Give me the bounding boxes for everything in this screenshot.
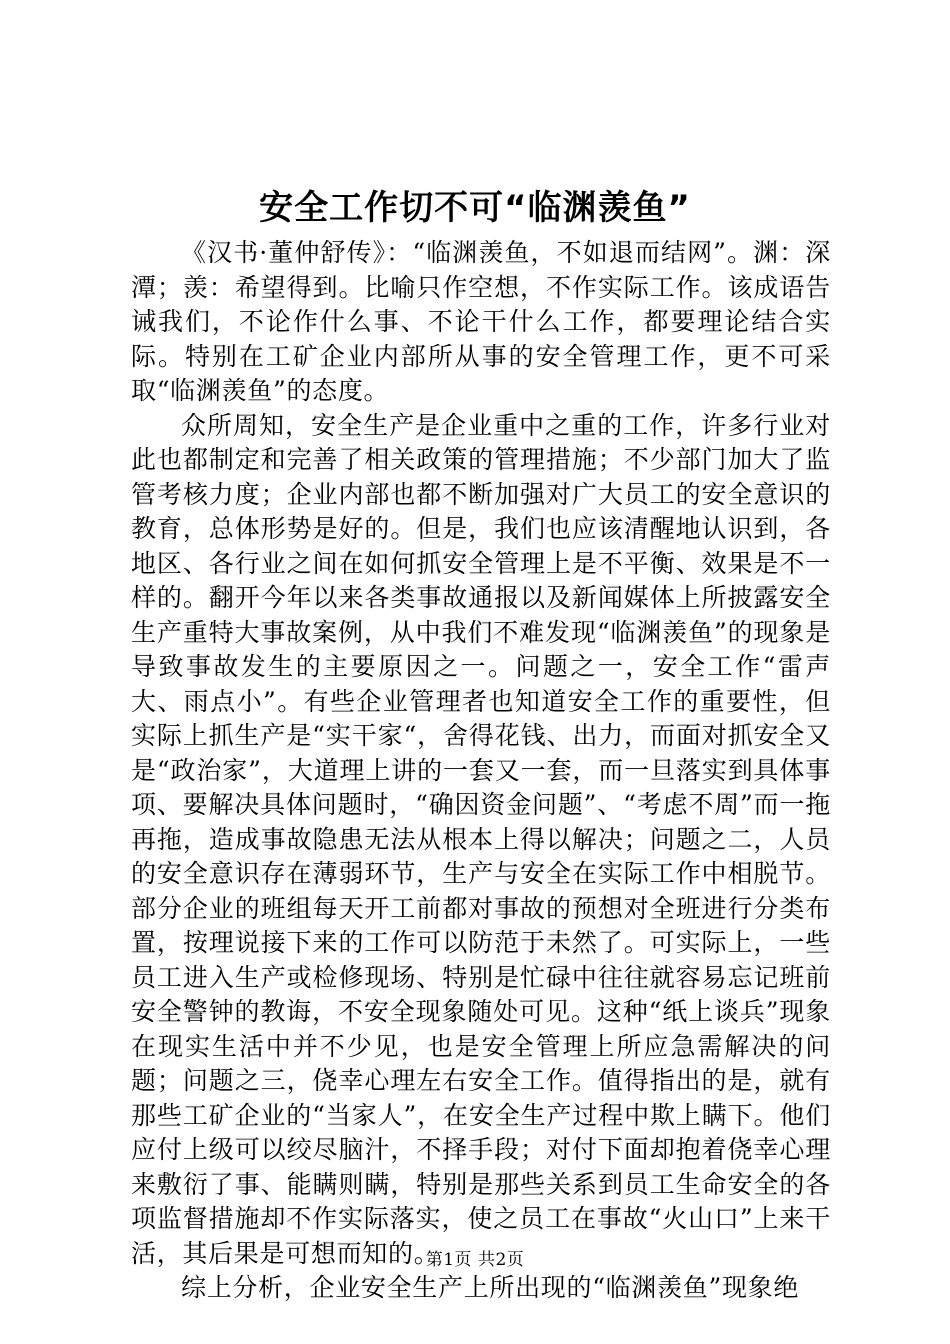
page-number-footer: 第1页 共2页 <box>425 1250 525 1270</box>
paragraph-1: 《汉书·董仲舒传》：“临渊羡鱼，不如退而结网”。渊：深潭；羡：希望得到。比喻只作空想，不作实际工作。该成语告诫我们，不论作什么事、不论干什么工作，都要理论结合实际。特别在工矿企业内部所从事的安全管理工作，更不可采取“临渊羡鱼”的态度。 <box>131 238 831 405</box>
paragraph-3: 综上分析，企业安全生产上所出现的“临渊羡鱼”现象绝 <box>181 1273 800 1302</box>
paragraph-2: 众所周知，安全生产是企业重中之重的工作，许多行业对此也都制定和完善了相关政策的管理措施；不少部门加大了监管考核力度；企业内部也都不断加强对广大员工的安全意识的教育，总体形势是好的。但是，我们也应该清醒地认识到，各地区、各行业之间在如何抓安全管理上是不平衡、效果是不一样的。翻开今年以来各类事故通报以及新闻媒体上所披露安全生产重特大事故案例，从中我们不难发现“临渊羡鱼”的现象是导致事故发生的主要原因之一。问题之一，安全工作“雷声大、雨点小”。有些企业管理者也知道安全工作的重要性，但实际上抓生产是“实干家“，舍得花钱、出力，而面对抓安全又是“政治家”，大道理上讲的一套又一套，而一旦落实到具体事项、要解决具体问题时，“确因资金问题”、“考虑不周”而一拖再拖，造成事故隐患无法从根本上得以解决；问题之二，人员的安全意识存在薄弱环节，生产与安全在实际工作中相脱节。部分企业的班组每天开工前都对事故的预想对全班进行分类布置，按理说接下来的工作可以防范于未然了。可实际上，一些员工进入生产或检修现场、特别是忙碌中往往就容易忘记班前安全警钟的教诲，不安全现象随处可见。这种“纸上谈兵”现象在现实生活中并不少见，也是安全管理上所应急需解决的问题；问题之三，侥幸心理左右安全工作。值得指出的是，就有那些工矿企业的“当家人”，在安全生产过程中欺上瞒下。他们应付上级可以绞尽脑汁，不择手段；对付下面却抱着侥幸心理来敷衍了事、能瞒则瞒，特别是那些关系到员工生命安全的各项监督措施却不作实际落实，使之员工在事故“火山口”上来干活，其后果是可想而知的。 <box>131 410 831 1268</box>
document-body <box>131 236 831 1306</box>
document-title: 安全工作切不可“临渊羡鱼” <box>259 188 691 228</box>
